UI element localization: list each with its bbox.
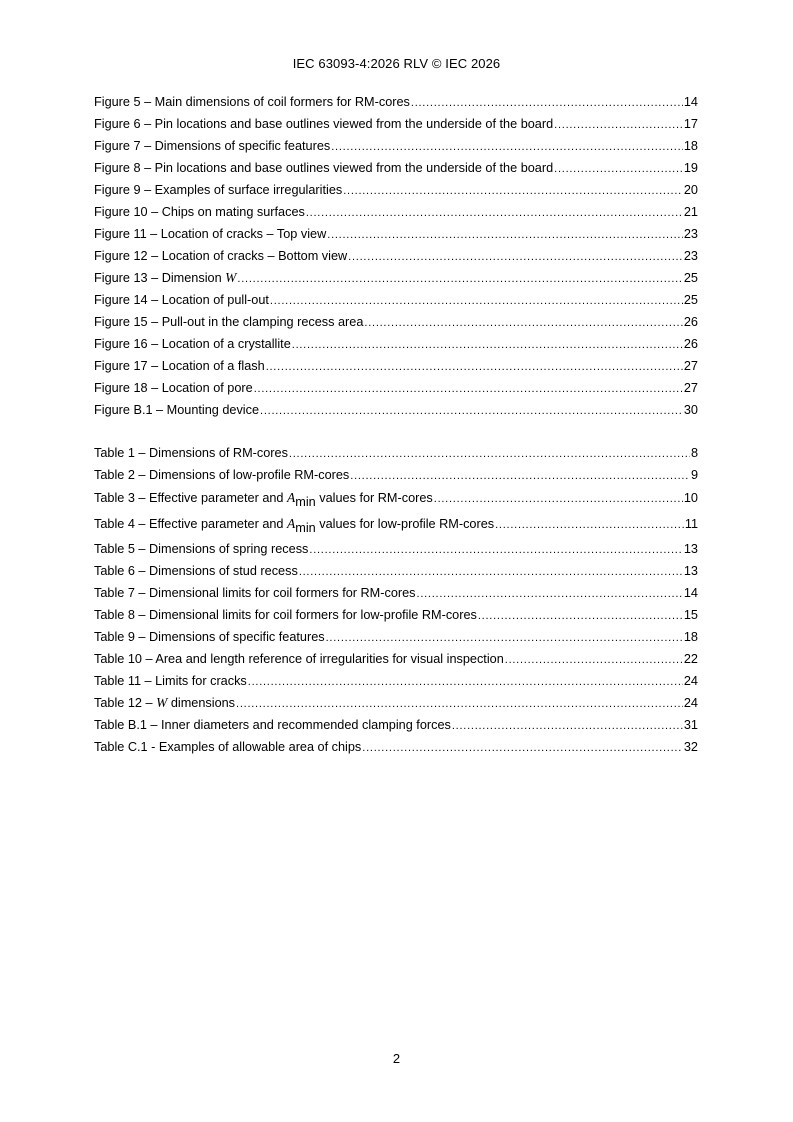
dot-leader (348, 249, 683, 265)
toc-entry-label: Figure 11 – Location of cracks – Top view (94, 227, 327, 241)
dot-leader (434, 490, 683, 508)
toc-entry-label: Table B.1 – Inner diameters and recommended clamping forces (94, 718, 451, 732)
toc-entry-label (94, 515, 494, 533)
toc-entry[interactable] (94, 489, 698, 515)
toc-entry-label: Figure 5 – Main dimensions of coil formers for RM-cores (94, 95, 410, 109)
toc-entry[interactable] (94, 292, 698, 314)
dot-leader (554, 117, 683, 133)
toc-entry-page: 18 (683, 139, 698, 153)
symbol-w: W (225, 270, 237, 285)
toc-entry-page: 31 (683, 718, 698, 732)
toc-entry[interactable] (94, 204, 698, 226)
toc-entry-label: Table 6 – Dimensions of stud recess (94, 564, 298, 578)
toc-entry-page: 24 (683, 674, 698, 688)
toc-entry-page: 19 (683, 161, 698, 175)
toc-entry-page: 17 (683, 117, 698, 131)
toc-entry-label: Table 10 – Area and length reference of irregularities for visual inspection (94, 652, 504, 666)
toc-entry[interactable] (94, 248, 698, 270)
toc-entry-page: 24 (683, 696, 698, 710)
toc-entry-label: Table 1 – Dimensions of RM-cores (94, 446, 288, 460)
toc-entry[interactable] (94, 563, 698, 585)
toc-entry[interactable] (94, 673, 698, 695)
toc-entry[interactable] (94, 585, 698, 607)
toc-entry-label (94, 270, 236, 286)
toc-entry-page: 23 (683, 227, 698, 241)
toc-entry-page: 23 (683, 249, 698, 263)
toc-entry-label: Figure 7 – Dimensions of specific features (94, 139, 331, 153)
toc-entry-page: 25 (683, 293, 698, 307)
toc-entry-label (94, 489, 433, 507)
dot-leader (270, 293, 683, 309)
label-text: dimensions (167, 696, 236, 710)
symbol-a: A (287, 490, 296, 505)
dot-leader (309, 542, 682, 558)
toc-entry[interactable] (94, 116, 698, 138)
toc-entry-label: Table 7 – Dimensional limits for coil formers for RM-cores (94, 586, 416, 600)
toc-entry-label: Table 11 – Limits for cracks (94, 674, 247, 688)
toc-entry[interactable] (94, 314, 698, 336)
toc-entry[interactable] (94, 717, 698, 739)
toc-entry-page: 20 (683, 183, 698, 197)
toc-entry-page: 9 (690, 468, 698, 482)
dot-leader (411, 95, 683, 111)
toc-entry-page: 26 (683, 337, 698, 351)
toc-entry-label: Figure 16 – Location of a crystallite (94, 337, 291, 351)
toc-entry-page: 27 (683, 359, 698, 373)
toc-entry-label: Figure 18 – Location of pore (94, 381, 253, 395)
label-text: Table 3 – Effective parameter and (94, 491, 288, 505)
dot-leader (452, 718, 683, 734)
toc-entry[interactable] (94, 515, 698, 541)
toc-entry-page: 14 (683, 586, 698, 600)
toc-entry[interactable] (94, 541, 698, 563)
toc-entry-label: Table 9 – Dimensions of specific features (94, 630, 325, 644)
toc-entry[interactable] (94, 445, 698, 467)
toc-entry-label: Figure 8 – Pin locations and base outlines viewed from the underside of the board (94, 161, 554, 175)
toc-entry-label: Figure 14 – Location of pull-out (94, 293, 269, 307)
toc-entry-page: 11 (684, 517, 698, 531)
toc-entry[interactable] (94, 94, 698, 116)
toc-entry-page: 13 (683, 564, 698, 578)
toc-entry-page: 32 (683, 740, 698, 754)
dot-leader (248, 674, 683, 690)
list-of-figures (94, 94, 698, 424)
toc-entry-page: 22 (683, 652, 698, 666)
dot-leader (350, 468, 690, 484)
dot-leader (478, 608, 683, 624)
dot-leader (306, 205, 683, 221)
dot-leader (266, 359, 683, 375)
dot-leader (326, 630, 683, 646)
dot-leader (554, 161, 683, 177)
dot-leader (364, 315, 682, 331)
toc-entry-label: Figure 12 – Location of cracks – Bottom view (94, 249, 348, 263)
dot-leader (260, 403, 683, 419)
dot-leader (331, 139, 683, 155)
toc-entry-page: 27 (683, 381, 698, 395)
dot-leader (254, 381, 683, 397)
toc-entry-label: Table 8 – Dimensional limits for coil formers for low-profile RM-cores (94, 608, 477, 622)
toc-entry-page: 15 (683, 608, 698, 622)
toc-entry-page: 14 (683, 95, 698, 109)
label-text: values for RM-cores (315, 491, 433, 505)
toc-entry-label: Figure 17 – Location of a flash (94, 359, 265, 373)
toc-entry[interactable] (94, 182, 698, 204)
toc-entry-label: Figure 10 – Chips on mating surfaces (94, 205, 305, 219)
label-text: Figure 13 – Dimension (94, 271, 226, 285)
list-of-tables (94, 445, 698, 761)
label-text: Table 12 – (94, 696, 157, 710)
toc-entry[interactable] (94, 358, 698, 380)
dot-leader (495, 516, 684, 534)
label-text: Table 4 – Effective parameter and (94, 517, 288, 531)
dot-leader (362, 740, 683, 756)
toc-entry[interactable] (94, 138, 698, 160)
toc-entry[interactable] (94, 651, 698, 673)
toc-entry-label: Figure 6 – Pin locations and base outlines viewed from the underside of the board (94, 117, 554, 131)
toc-entry[interactable] (94, 270, 698, 292)
page-header: IEC 63093-4:2026 RLV © IEC 2026 (292, 56, 501, 71)
toc-entry-page: 30 (683, 403, 698, 417)
toc-entry[interactable] (94, 226, 698, 248)
toc-entry[interactable] (94, 160, 698, 182)
subscript-min: min (295, 521, 316, 535)
dot-leader (417, 586, 683, 602)
dot-leader (327, 227, 683, 243)
toc-entry-page: 25 (683, 271, 698, 285)
toc-entry-label: Figure B.1 – Mounting device (94, 403, 260, 417)
page-number: 2 (392, 1051, 401, 1066)
dot-leader (343, 183, 683, 199)
toc-entry[interactable] (94, 629, 698, 651)
toc-entry-page: 26 (683, 315, 698, 329)
dot-leader (289, 446, 690, 462)
toc-entry-page: 13 (683, 542, 698, 556)
toc-entry[interactable] (94, 402, 698, 424)
toc-entry-page: 10 (683, 491, 698, 505)
toc-entry-label: Table C.1 - Examples of allowable area of chips (94, 740, 362, 754)
dot-leader (236, 696, 683, 712)
dot-leader (505, 652, 683, 668)
dot-leader (292, 337, 683, 353)
toc-entry-page: 8 (690, 446, 698, 460)
toc-entry-label: Figure 15 – Pull-out in the clamping recess area (94, 315, 364, 329)
subscript-min: min (295, 495, 316, 509)
toc-entry[interactable] (94, 467, 698, 489)
dot-leader (299, 564, 683, 580)
dot-leader (237, 271, 682, 287)
toc-entry-label: Figure 9 – Examples of surface irregularities (94, 183, 343, 197)
toc-entry[interactable] (94, 380, 698, 402)
toc-entry-page: 21 (683, 205, 698, 219)
symbol-w: W (156, 695, 168, 710)
toc-entry[interactable] (94, 695, 698, 717)
toc-entry-label: Table 5 – Dimensions of spring recess (94, 542, 309, 556)
symbol-a: A (287, 516, 296, 531)
toc-entry[interactable] (94, 739, 698, 761)
toc-entry[interactable] (94, 336, 698, 358)
label-text: values for low-profile RM-cores (315, 517, 495, 531)
toc-entry-label (94, 695, 235, 711)
toc-entry[interactable] (94, 607, 698, 629)
toc-entry-page: 18 (683, 630, 698, 644)
toc-entry-label: Table 2 – Dimensions of low-profile RM-cores (94, 468, 350, 482)
